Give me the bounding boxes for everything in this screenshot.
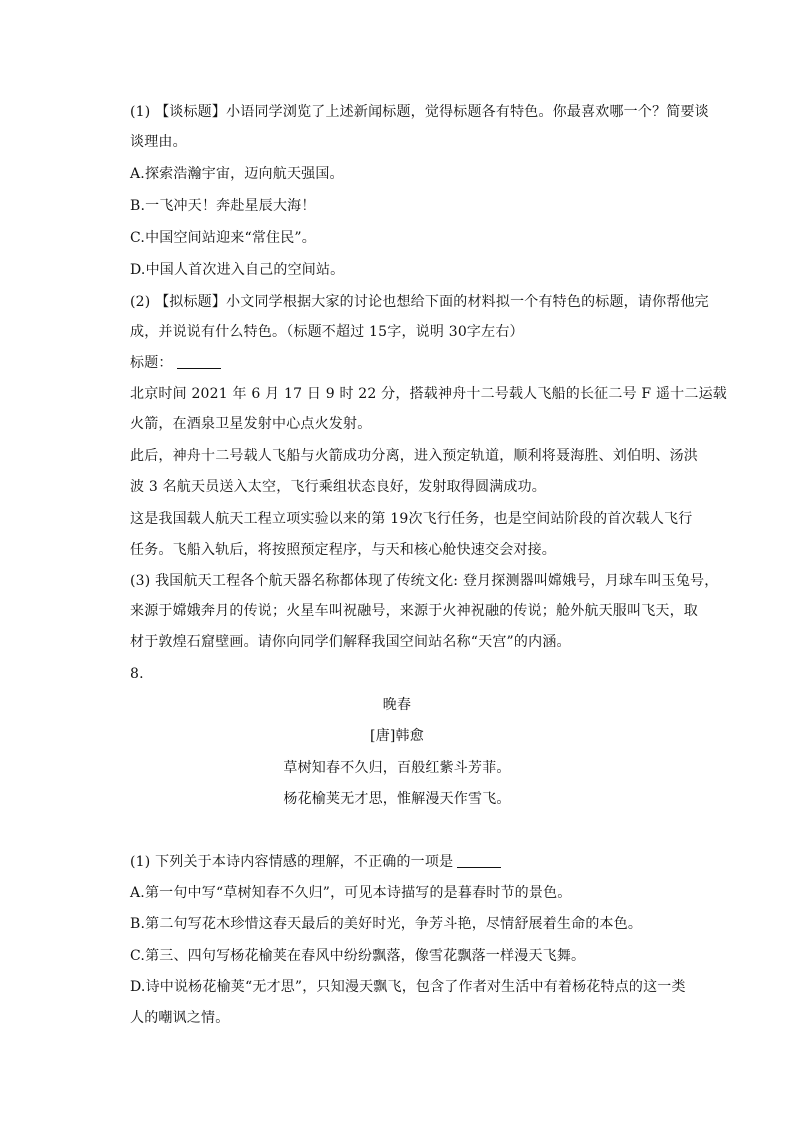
q8-part1-option-c: C.第三、四句写杨花榆荚在春风中纷纷飘落，像雪花飘落一样漫天飞舞。	[130, 948, 586, 964]
q8-part1-option-d-cont: 人的嘲讽之情。	[130, 1010, 230, 1026]
poem-line-2: 杨花榆荚无才思，惟解漫天作雪飞。	[283, 791, 511, 807]
material-line-3: 此后，神舟十二号载人飞船与火箭成功分离，进入预定轨道，顺利将聂海胜、刘伯明、汤洪	[130, 448, 698, 464]
q7-part2-stem-line2: 成，并说说有什么特色。（标题不超过 15字，说明 30字左右）	[130, 324, 524, 340]
material-line-1: 北京时间 2021 年 6 月 17 日 9 时 22 分，搭载神舟十二号载人飞船的长征二号 F 遥十二运载	[130, 386, 727, 402]
poem-author: [唐]韩愈	[370, 728, 424, 744]
title-label: 标题：	[130, 355, 173, 371]
poem-title: 晚春	[382, 697, 412, 713]
q7-part1-option-c: C.中国空间站迎来“常住民”。	[130, 230, 316, 246]
q7-part3-line2: 来源于嫦娥奔月的传说；火星车叫祝融号，来源于火神祝融的传说；舱外航天服叫飞天，取	[130, 603, 698, 619]
q7-part2-title-answer	[130, 353, 700, 373]
q8-part1-stem	[130, 852, 700, 872]
q7-part3-line1: (3) 我国航天工程各个航天器名称都体现了传统文化: 登月探测器叫嫦娥号，月球车叫玉兔号，	[130, 573, 719, 589]
material-line-4: 波 3 名航天员送入太空，飞行乘组状态良好，发射取得圆满成功。	[130, 479, 547, 495]
material-line-5: 这是我国载人航天工程立项实验以来的第 19次飞行任务，也是空间站阶段的首次载人飞行	[130, 511, 693, 527]
q7-part1-option-d: D.中国人首次进入自己的空间站。	[130, 262, 345, 278]
q7-part1-option-a: A.探索浩瀚宇宙，迈向航天强国。	[130, 166, 344, 182]
material-line-2: 火箭，在酒泉卫星发射中心点火发射。	[130, 416, 372, 432]
q8-part1-stem-text: (1) 下列关于本诗内容情感的理解，不正确的一项是	[130, 854, 454, 870]
q8-number: 8.	[130, 666, 144, 682]
q7-part3-line3: 材于敦煌石窟壁画。请你向同学们解释我国空间站名称“天宫”的内涵。	[130, 634, 571, 650]
q8-part1-option-d: D.诗中说杨花榆荚“无才思”，只知漫天飘飞，包含了作者对生活中有着杨花特点的这一类	[130, 979, 686, 995]
poem-line-1: 草树知春不久归，百般红紫斗芳菲。	[283, 760, 511, 776]
q7-part1-stem-line1: (1) 【谈标题】小语同学浏览了上述新闻标题，觉得标题各有特色。你最喜欢哪一个？简要谈	[130, 104, 709, 120]
q7-part2-stem-line1: (2) 【拟标题】小文同学根据大家的讨论也想给下面的材料拟一个有特色的标题，请你帮他完	[130, 294, 709, 310]
q8-part1-option-a: A.第一句中写“草树知春不久归”，可见本诗描写的是暮春时节的景色。	[130, 885, 572, 901]
q7-part1-stem-line2: 谈理由。	[130, 134, 187, 150]
answer-blank	[177, 354, 221, 369]
answer-blank	[457, 853, 501, 868]
q7-part1-option-b: B.一飞冲天！奔赴星辰大海！	[130, 198, 316, 214]
material-line-6: 任务。飞船入轨后，将按照预定程序，与天和核心舱快速交会对接。	[130, 542, 556, 558]
q8-part1-option-b: B.第二句写花木珍惜这春天最后的美好时光，争芳斗艳，尽情舒展着生命的本色。	[130, 916, 643, 932]
